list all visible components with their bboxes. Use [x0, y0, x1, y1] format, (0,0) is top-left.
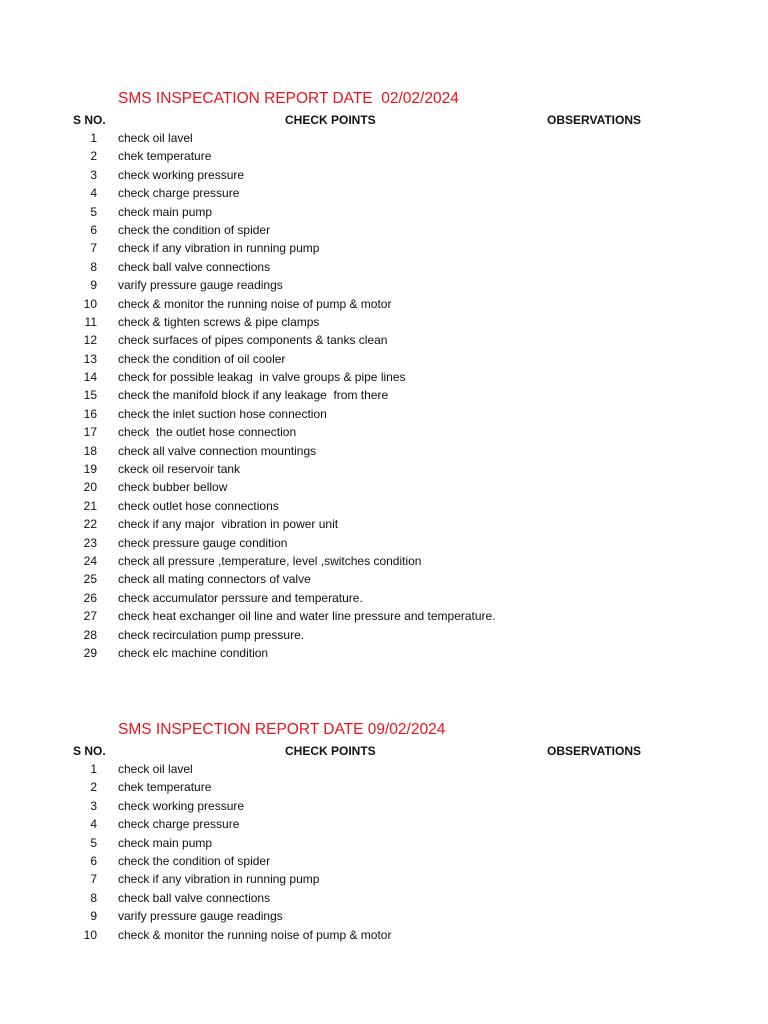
- serial-number: 23: [83, 535, 97, 550]
- serial-number: 2: [90, 780, 97, 795]
- check-point-row: [0, 239, 768, 257]
- check-point-row: [0, 386, 768, 404]
- serial-number: 26: [83, 590, 97, 605]
- serial-number: 24: [83, 553, 97, 568]
- serial-number: 7: [90, 241, 97, 256]
- column-headers: [0, 111, 768, 129]
- check-point-row: [0, 276, 768, 294]
- check-point-row: [0, 552, 768, 570]
- serial-number: 1: [90, 131, 97, 145]
- serial-number: 17: [83, 425, 97, 440]
- check-point-row: [0, 570, 768, 588]
- check-point-row: [0, 497, 768, 515]
- header-serial-number: S NO.: [73, 113, 106, 127]
- serial-number: 14: [83, 370, 97, 385]
- serial-number: 5: [90, 204, 97, 219]
- serial-number: 28: [83, 627, 97, 642]
- check-point-text: check surfaces of pipes components & tanks clean: [118, 333, 388, 348]
- check-point-text: check for possible leakag in valve groups & pipe lines: [118, 370, 406, 385]
- check-point-row: [0, 815, 768, 833]
- report-title: SMS INSPECTION REPORT DATE 09/02/2024: [118, 721, 446, 738]
- check-point-text: check ball valve connections: [118, 890, 271, 905]
- check-point-text: check charge pressure: [118, 817, 240, 832]
- serial-number: 29: [83, 645, 97, 660]
- check-point-row: [0, 778, 768, 796]
- serial-number: 19: [83, 462, 97, 477]
- serial-number: 6: [90, 853, 97, 868]
- check-point-text: check main pump: [118, 204, 213, 219]
- check-point-row: [0, 147, 768, 165]
- serial-number: 12: [83, 333, 97, 348]
- serial-number: 9: [90, 278, 97, 293]
- check-point-text: check working pressure: [118, 798, 245, 813]
- serial-number: 20: [83, 480, 97, 495]
- serial-number: 3: [90, 798, 97, 813]
- check-point-row: [0, 760, 768, 778]
- serial-number: 25: [83, 572, 97, 587]
- check-point-text: check ball valve connections: [118, 259, 271, 274]
- check-point-text: check the manifold block if any leakage from there: [118, 388, 389, 403]
- column-headers: [0, 742, 768, 760]
- check-point-text: check charge pressure: [118, 186, 240, 201]
- check-point-list: [0, 129, 768, 662]
- check-point-row: [0, 221, 768, 239]
- check-point-row: [0, 607, 768, 625]
- check-point-row: [0, 405, 768, 423]
- serial-number: 10: [83, 927, 97, 942]
- check-point-text: check if any vibration in running pump: [118, 872, 320, 887]
- check-point-text: check bubber bellow: [118, 480, 228, 495]
- check-point-row: [0, 852, 768, 870]
- check-point-row: [0, 834, 768, 852]
- check-point-row: [0, 589, 768, 607]
- check-point-list: [0, 760, 768, 944]
- check-point-text: check the condition of oil cooler: [118, 351, 286, 366]
- serial-number: 18: [83, 443, 97, 458]
- check-point-row: [0, 460, 768, 478]
- check-point-row: [0, 797, 768, 815]
- serial-number: 13: [83, 351, 97, 366]
- check-point-text: chek temperature: [118, 149, 212, 164]
- serial-number: 5: [90, 835, 97, 850]
- check-point-row: [0, 313, 768, 331]
- serial-number: 15: [83, 388, 97, 403]
- check-point-text: check all mating connectors of valve: [118, 572, 311, 587]
- check-point-row: [0, 166, 768, 184]
- serial-number: 1: [90, 762, 97, 776]
- check-point-row: [0, 203, 768, 221]
- serial-number: 10: [83, 296, 97, 311]
- check-point-row: [0, 331, 768, 349]
- check-point-text: check working pressure: [118, 167, 245, 182]
- check-point-row: [0, 889, 768, 907]
- check-point-text: chek temperature: [118, 780, 212, 795]
- serial-number: 22: [83, 517, 97, 532]
- check-point-text: check if any major vibration in power unit: [118, 517, 339, 532]
- check-point-row: [0, 515, 768, 533]
- check-point-text: check all valve connection mountings: [118, 443, 317, 458]
- header-observations: OBSERVATIONS: [547, 744, 642, 758]
- check-point-row: [0, 534, 768, 552]
- check-point-row: [0, 644, 768, 662]
- check-point-row: [0, 295, 768, 313]
- serial-number: 16: [83, 406, 97, 421]
- check-point-text: check elc machine condition: [118, 645, 269, 660]
- serial-number: 8: [90, 259, 97, 274]
- check-point-text: check heat exchanger oil line and water line pressure and temperature.: [118, 609, 496, 624]
- serial-number: 3: [90, 167, 97, 182]
- check-point-text: check the condition of spider: [118, 222, 271, 237]
- serial-number: 4: [90, 817, 97, 832]
- check-point-text: check all pressure ,temperature, level ,switches condition: [118, 553, 422, 568]
- header-serial-number: S NO.: [73, 744, 106, 758]
- check-point-row: [0, 423, 768, 441]
- check-point-text: check main pump: [118, 835, 213, 850]
- serial-number: 4: [90, 186, 97, 201]
- check-point-text: check outlet hose connections: [118, 498, 279, 513]
- check-point-text: check & monitor the running noise of pump & motor: [118, 296, 392, 311]
- header-check-points: CHECK POINTS: [285, 113, 376, 127]
- check-point-row: [0, 442, 768, 460]
- check-point-text: check accumulator perssure and temperature.: [118, 590, 363, 605]
- serial-number: 8: [90, 890, 97, 905]
- check-point-text: check the outlet hose connection: [118, 425, 297, 440]
- check-point-text: check recirculation pump pressure.: [118, 627, 305, 642]
- check-point-text: check oil lavel: [118, 131, 193, 145]
- serial-number: 2: [90, 149, 97, 164]
- check-point-row: [0, 870, 768, 888]
- check-point-row: [0, 258, 768, 276]
- serial-number: 11: [84, 314, 97, 329]
- check-point-row: [0, 926, 768, 944]
- check-point-row: [0, 478, 768, 496]
- check-point-text: check & tighten screws & pipe clamps: [118, 314, 320, 329]
- serial-number: 6: [90, 222, 97, 237]
- serial-number: 7: [90, 872, 97, 887]
- serial-number: 27: [83, 609, 97, 624]
- check-point-text: check the condition of spider: [118, 853, 271, 868]
- check-point-text: ckeck oil reservoir tank: [118, 462, 241, 477]
- check-point-row: [0, 184, 768, 202]
- check-point-row: [0, 626, 768, 644]
- check-point-text: check the inlet suction hose connection: [118, 406, 327, 421]
- check-point-row: [0, 907, 768, 925]
- check-point-text: check & monitor the running noise of pump & motor: [118, 927, 392, 942]
- check-point-row: [0, 129, 768, 147]
- serial-number: 21: [83, 498, 97, 513]
- report-title: SMS INSPECATION REPORT DATE 02/02/2024: [118, 90, 459, 107]
- header-observations: OBSERVATIONS: [547, 113, 642, 127]
- check-point-text: check pressure gauge condition: [118, 535, 288, 550]
- check-point-row: [0, 350, 768, 368]
- check-point-row: [0, 368, 768, 386]
- serial-number: 9: [90, 909, 97, 924]
- check-point-text: varify pressure gauge readings: [118, 278, 283, 293]
- check-point-text: varify pressure gauge readings: [118, 909, 283, 924]
- check-point-text: check if any vibration in running pump: [118, 241, 320, 256]
- check-point-text: check oil lavel: [118, 762, 193, 776]
- header-check-points: CHECK POINTS: [285, 744, 376, 758]
